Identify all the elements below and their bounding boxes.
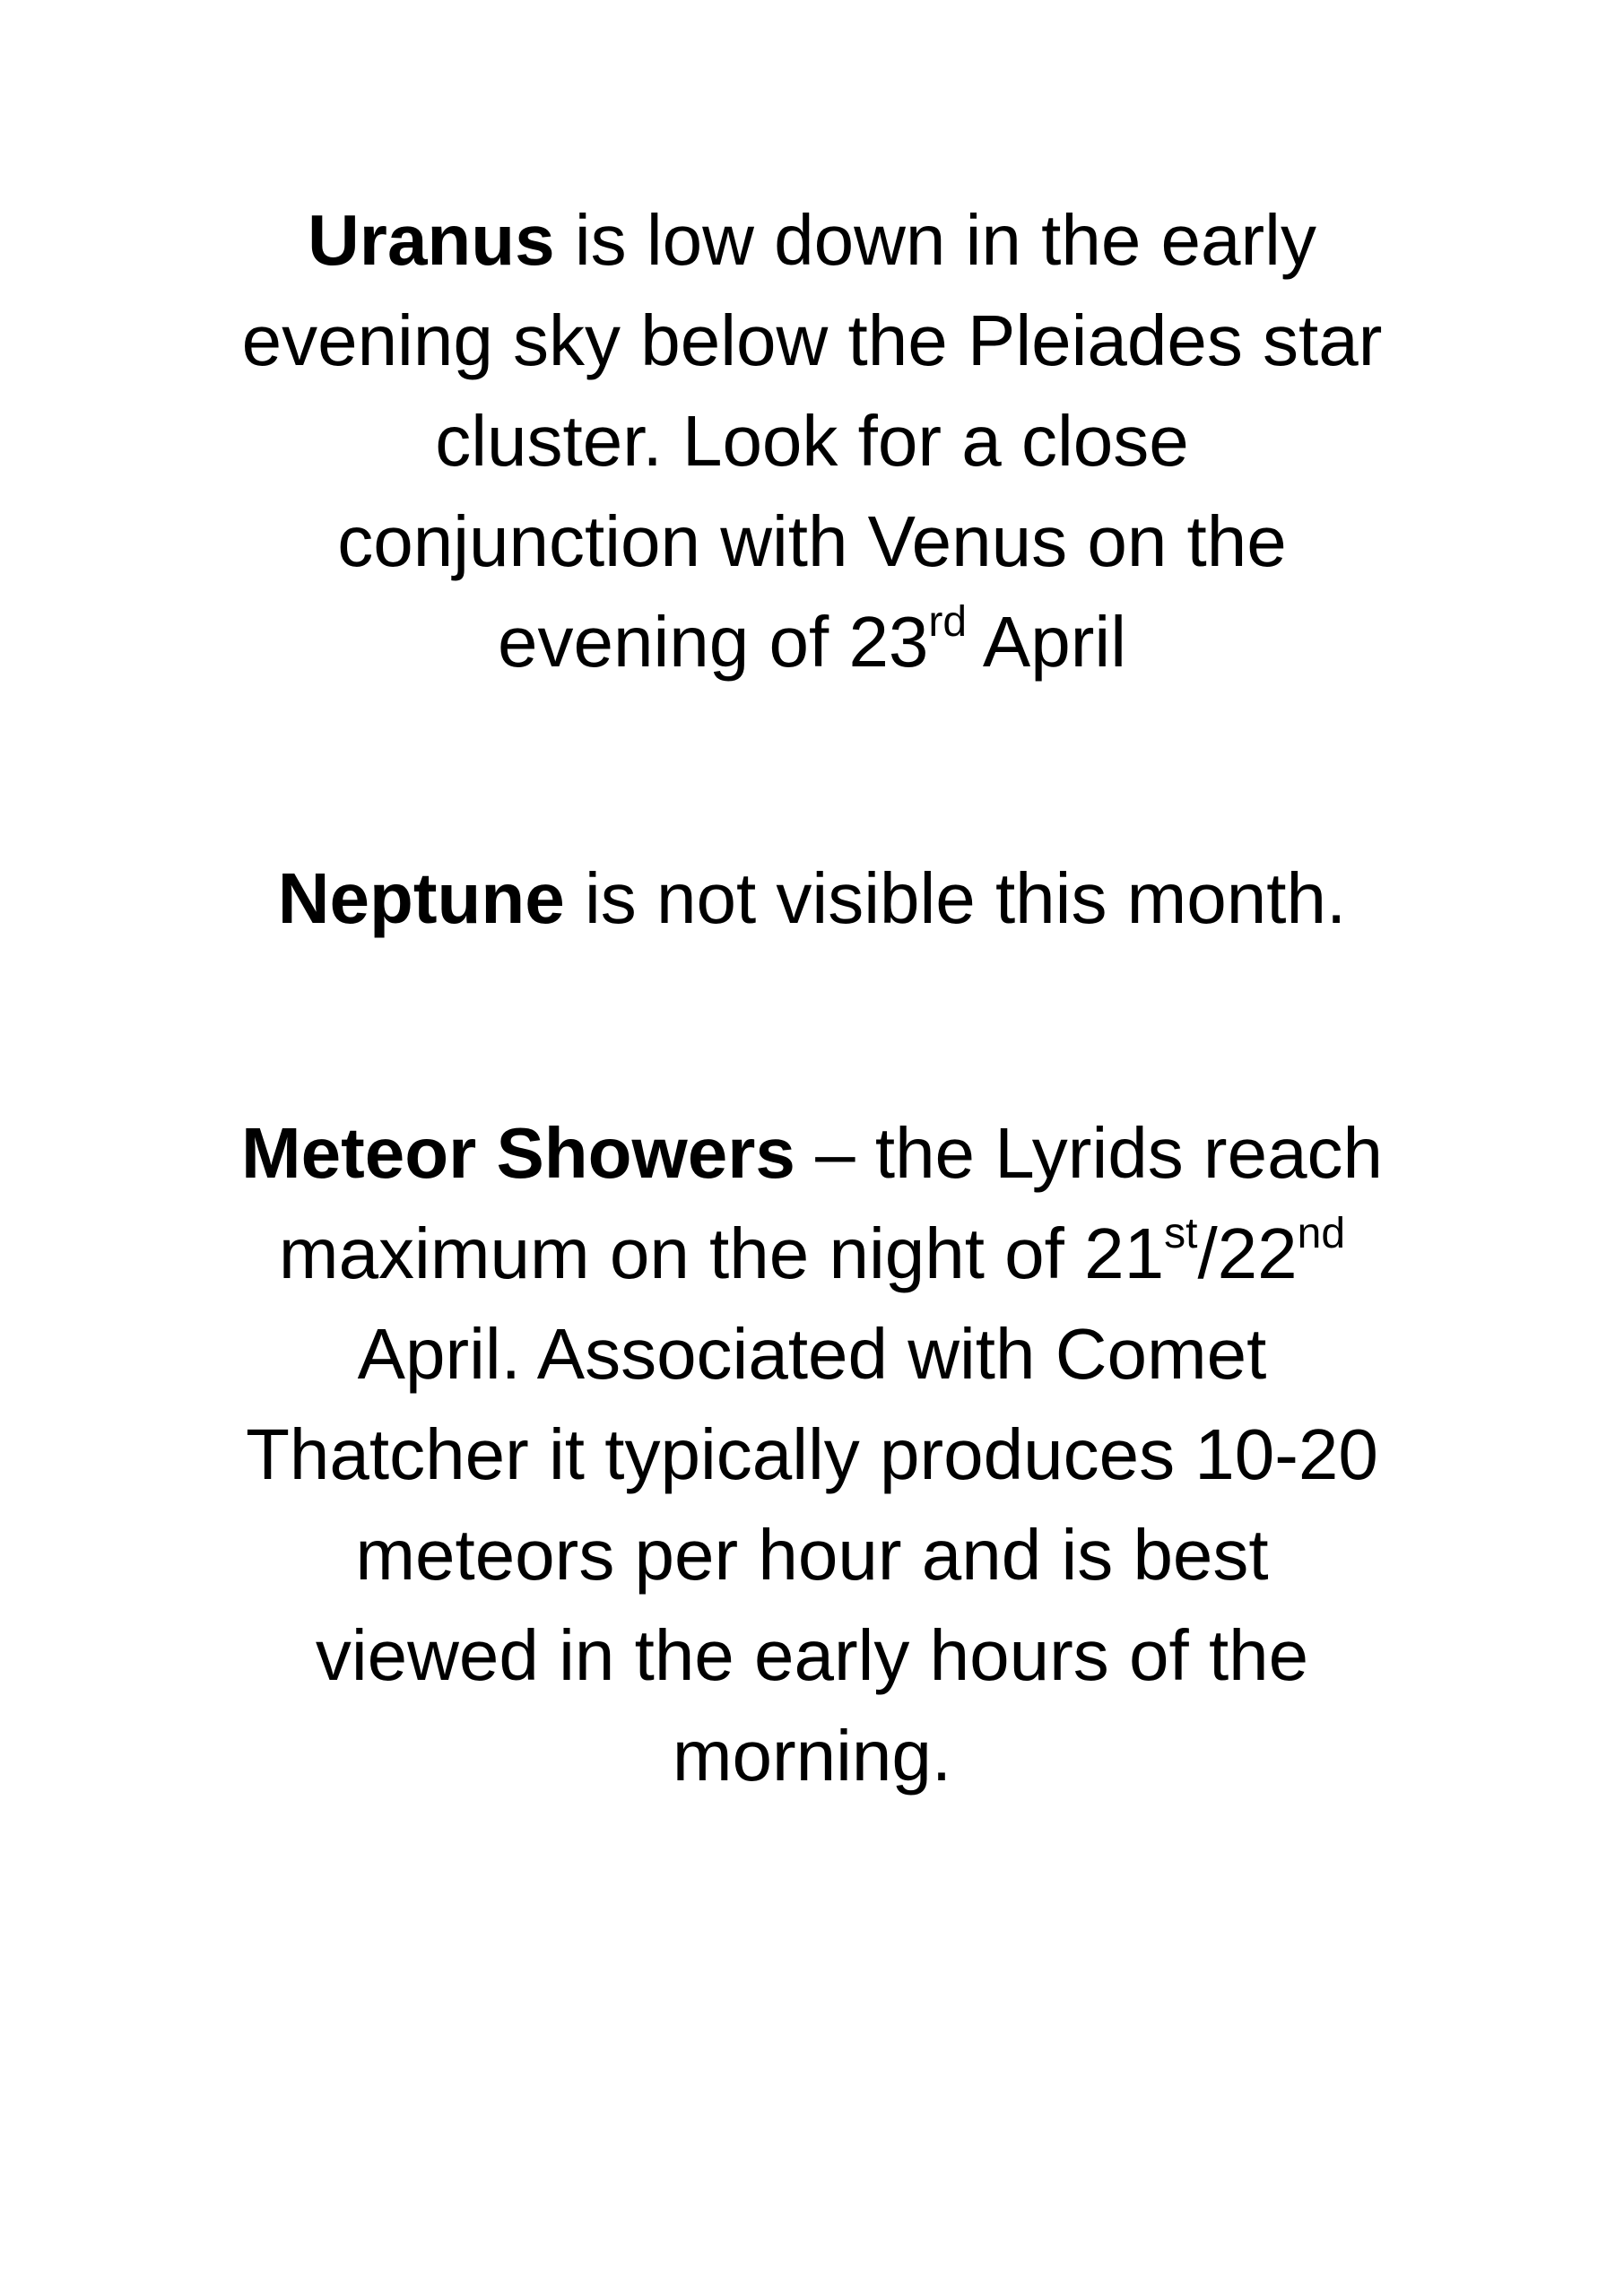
meteor-line-3: April. Associated with Comet xyxy=(357,1314,1267,1394)
uranus-line-4: conjunction with Venus on the xyxy=(337,501,1287,581)
meteor-line-7: morning. xyxy=(672,1716,952,1796)
meteor-line-2 xyxy=(179,1204,1445,1304)
uranus-line-3: cluster. Look for a close xyxy=(435,401,1189,481)
uranus-paragraph xyxy=(179,190,1445,692)
meteor-line-2-text-b: /22 xyxy=(1197,1213,1298,1293)
uranus-line-5 xyxy=(179,592,1445,692)
uranus-line-5-text-b: April xyxy=(967,602,1126,682)
uranus-line-2: evening sky below the Pleiades star xyxy=(241,300,1383,380)
meteor-line-4: Thatcher it typically produces 10-20 xyxy=(246,1414,1378,1494)
meteor-ordinal-suffix-1: st xyxy=(1164,1210,1198,1258)
neptune-line-1 xyxy=(179,848,1445,949)
meteor-line-5: meteors per hour and is best xyxy=(355,1515,1269,1595)
meteor-heading: Meteor Showers xyxy=(240,1113,795,1193)
uranus-line-5-text-a: evening of 23 xyxy=(498,602,929,682)
uranus-line-1 xyxy=(179,190,1445,291)
uranus-ordinal-suffix: rd xyxy=(928,598,968,647)
meteor-line-1 xyxy=(179,1103,1445,1204)
neptune-heading: Neptune xyxy=(277,858,565,938)
neptune-paragraph xyxy=(179,848,1445,949)
neptune-text: is not visible this month. xyxy=(564,858,1347,938)
meteor-paragraph xyxy=(179,1103,1445,1806)
meteor-line-1-text: – the Lyrids reach xyxy=(795,1113,1384,1193)
uranus-heading: Uranus xyxy=(308,200,555,280)
meteor-ordinal-suffix-2: nd xyxy=(1297,1210,1346,1258)
meteor-line-6: viewed in the early hours of the xyxy=(315,1615,1309,1695)
meteor-line-2-text-a: maximum on the night of 21 xyxy=(278,1213,1165,1293)
uranus-line-1-text: is low down in the early xyxy=(554,200,1316,280)
